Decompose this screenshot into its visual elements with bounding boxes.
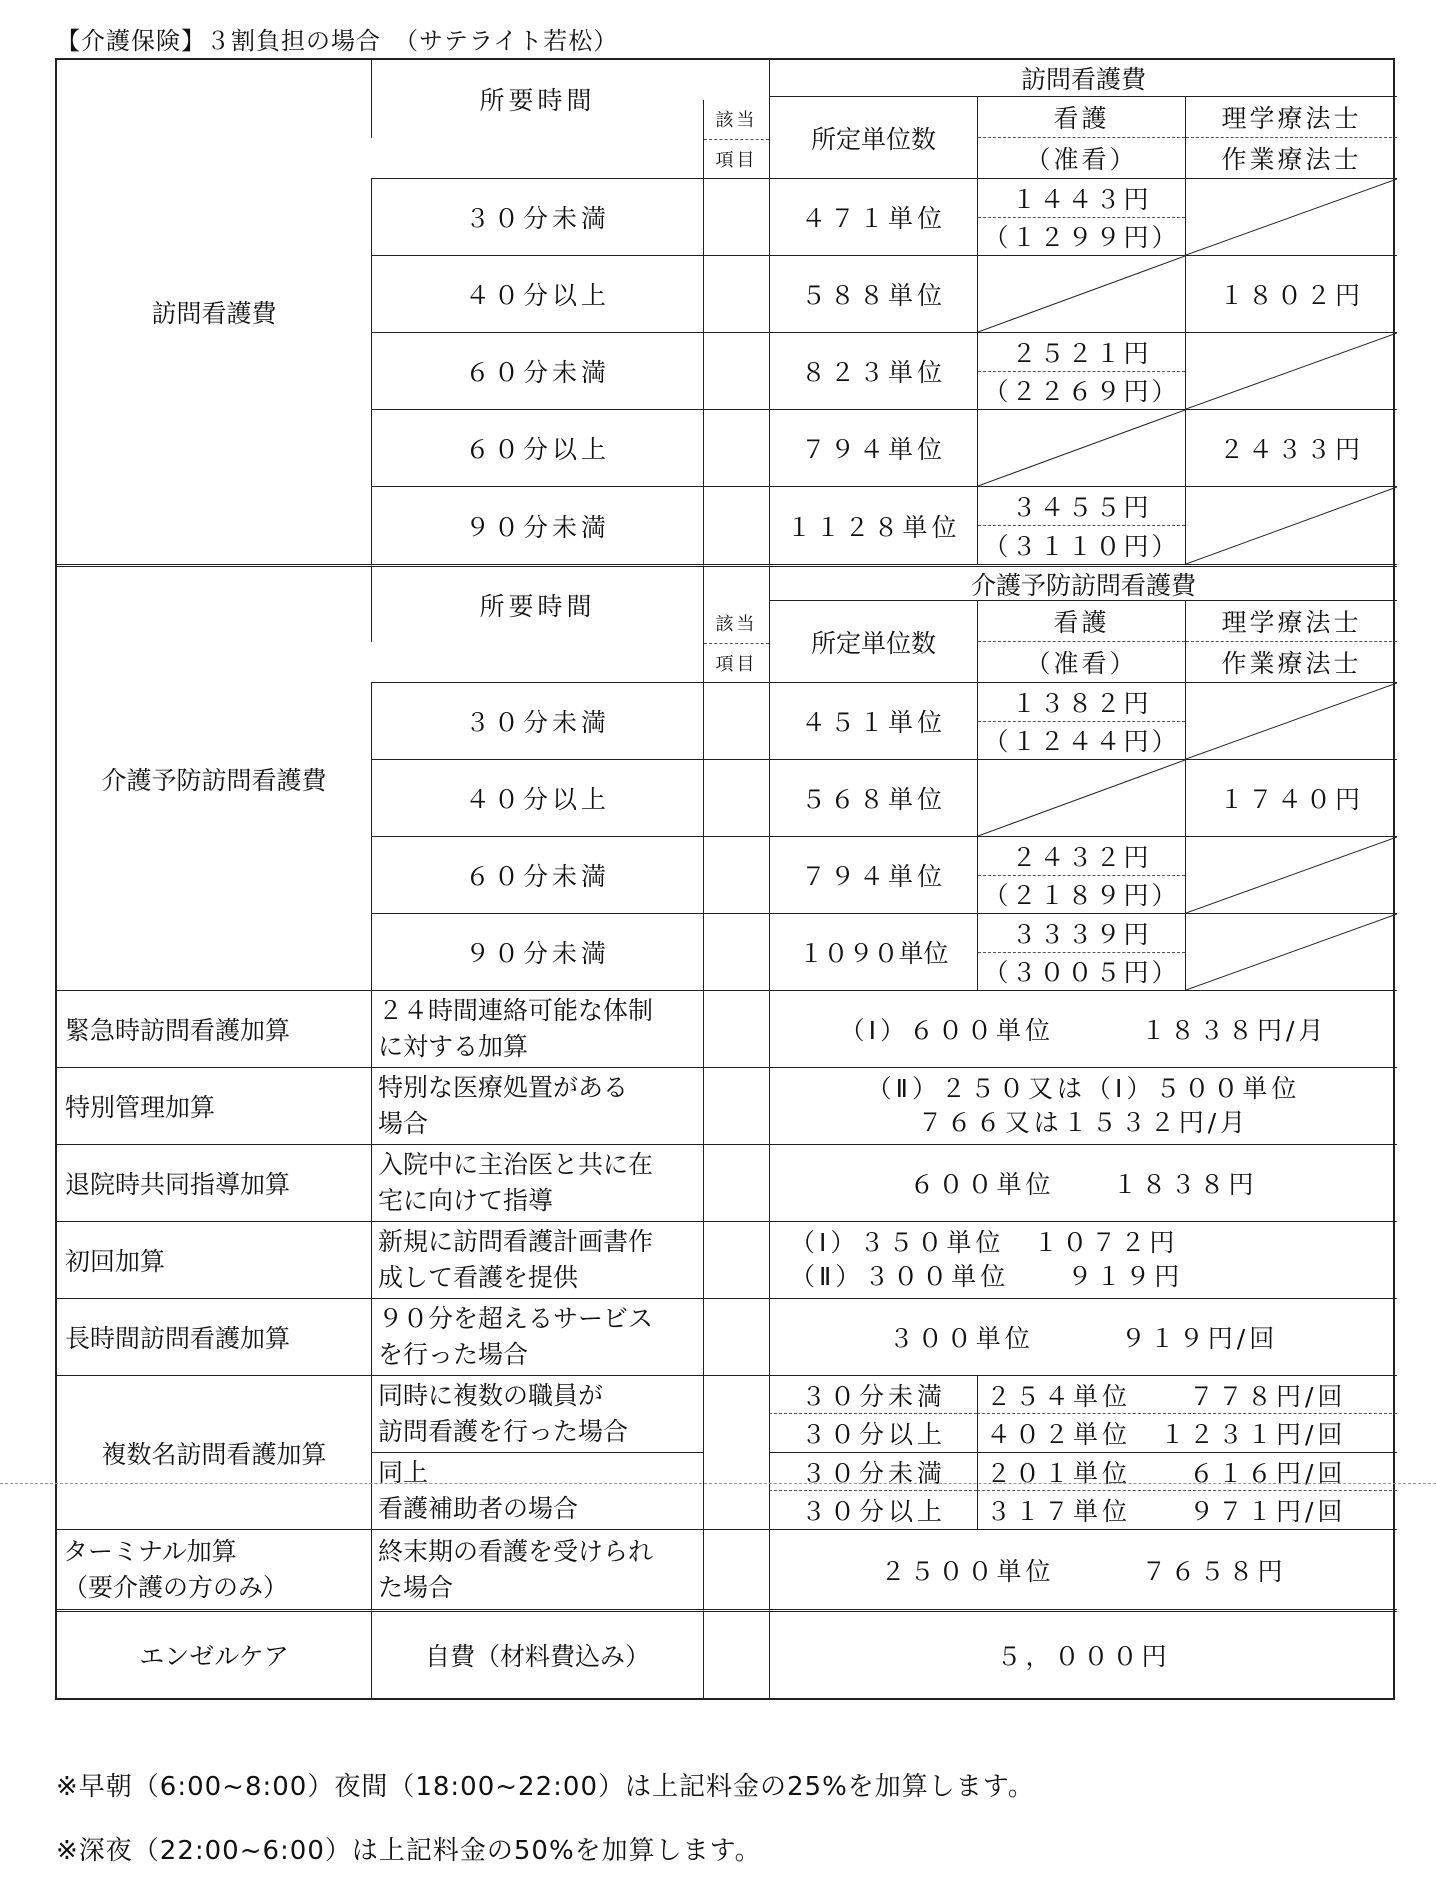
addition-condition-staff: 同時に複数の職員が 訪問看護を行った場合 [371, 1375, 703, 1452]
nurse-fee-cell: １４４３円 （１２９９円） [977, 178, 1185, 255]
therapist-header: 理学療法士 作業療法士 [1185, 600, 1397, 682]
time-cell: ６０分未満 [371, 836, 703, 913]
time-header: 所要時間 [371, 564, 703, 642]
therapist-fee-cell-empty [1185, 178, 1397, 255]
applicable-cell [703, 332, 769, 409]
applicable-cell [703, 682, 769, 759]
units-cell: ４７１単位 [769, 178, 977, 255]
nurse-header: 看護 （准看） [977, 96, 1185, 178]
addition-row-special [57, 1067, 1393, 1144]
addition-condition: 新規に訪問看護計画書作 成して看護を提供 [371, 1221, 703, 1298]
applicable-cell [703, 1609, 769, 1698]
units-cell: ７９４単位 [769, 836, 977, 913]
visit-nursing-group-header: 訪問看護費 [769, 60, 1397, 96]
applicable-cell [703, 1144, 769, 1221]
time-cell: ９０分未満 [371, 486, 703, 564]
multiple-time-cell: ３０分未満 [769, 1375, 977, 1413]
units-cell: ８２３単位 [769, 332, 977, 409]
table-row [57, 332, 1393, 409]
nurse-fee-cell: ３３３９円 （３００５円） [977, 913, 1185, 990]
addition-condition: 特別な医療処置がある 場合 [371, 1067, 703, 1144]
applicable-cell [703, 759, 769, 836]
applicable-header: 該当 項目 [703, 100, 769, 178]
addition-fee: （Ⅰ）３５０単位 １０７２円 （Ⅱ）３００単位 ９１９円 [769, 1221, 1397, 1298]
multiple-fee-cell: ３１７単位 ９７１円/回 [977, 1490, 1397, 1529]
diagonal-slash [978, 410, 1185, 486]
page-title: 【介護保険】３割負担の場合 （サテライト若松） [56, 27, 619, 55]
units-cell: ７９４単位 [769, 409, 977, 486]
visit-nursing-header [57, 60, 1393, 178]
multiple-fee-cell: ２５４単位 ７７８円/回 [977, 1375, 1397, 1413]
note-early-night: ※早朝（6:00~8:00）夜間（18:00~22:00）は上記料金の25%を加算します。 [56, 1772, 1035, 1802]
table-row [57, 682, 1393, 759]
addition-condition: 入院中に主治医と共に在 宅に向けて指導 [371, 1144, 703, 1221]
addition-condition: 自費（材料費込み） [371, 1609, 703, 1698]
table-row [57, 913, 1393, 990]
therapist-fee-cell: １７４０円 [1185, 759, 1397, 836]
diagonal-slash [1186, 837, 1397, 913]
therapist-fee-cell-empty [1185, 332, 1397, 409]
applicable-cell [703, 178, 769, 255]
addition-row-multiple [57, 1375, 1393, 1529]
diagonal-slash [1186, 333, 1397, 409]
nurse-fee-cell-empty [977, 409, 1185, 486]
addition-row-emergency [57, 990, 1393, 1067]
preventive-group-header: 介護予防訪問看護費 [769, 564, 1397, 600]
therapist-fee-cell-empty [1185, 836, 1397, 913]
addition-name: 特別管理加算 [57, 1067, 371, 1144]
multiple-time-cell: ３０分以上 [769, 1413, 977, 1452]
time-cell: ４０分以上 [371, 759, 703, 836]
time-cell: ４０分以上 [371, 255, 703, 332]
addition-condition: 終末期の看護を受けられ た場合 [371, 1529, 703, 1609]
cut-line [0, 1483, 1436, 1484]
addition-condition: ９０分を超えるサービス を行った場合 [371, 1298, 703, 1375]
diagonal-slash [1186, 683, 1397, 759]
nurse-fee-cell: ２４３２円 （２１８９円） [977, 836, 1185, 913]
therapist-fee-cell-empty [1185, 913, 1397, 990]
applicable-cell [703, 486, 769, 564]
addition-row-terminal [57, 1529, 1393, 1609]
addition-name: 複数名訪問看護加算 [57, 1375, 371, 1529]
units-header: 所定単位数 [769, 600, 977, 682]
nurse-header: 看護 （准看） [977, 600, 1185, 682]
time-header: 所要時間 [371, 60, 703, 138]
addition-name: 長時間訪問看護加算 [57, 1298, 371, 1375]
applicable-cell [703, 409, 769, 486]
multiple-time-cell: ３０分以上 [769, 1490, 977, 1529]
note-late-night: ※深夜（22:00~6:00）は上記料金の50%を加算します。 [56, 1836, 762, 1866]
applicable-header: 該当 項目 [703, 604, 769, 682]
units-cell: ４５１単位 [769, 682, 977, 759]
addition-name: 初回加算 [57, 1221, 371, 1298]
time-cell: ３０分未満 [371, 178, 703, 255]
nurse-fee-cell: ２５２１円 （２２６９円） [977, 332, 1185, 409]
applicable-cell [703, 990, 769, 1067]
addition-fee: （Ⅰ）６００単位 １８３８円/月 [769, 990, 1397, 1067]
multiple-fee-cell: ２０１単位 ６１６円/回 [977, 1452, 1397, 1490]
units-header: 所定単位数 [769, 96, 977, 178]
addition-fee: ２５００単位 ７６５８円 [769, 1529, 1397, 1609]
applicable-cell [703, 1067, 769, 1144]
diagonal-slash [978, 256, 1185, 332]
applicable-cell [703, 836, 769, 913]
addition-name: エンゼルケア [57, 1609, 371, 1698]
fee-table [55, 58, 1395, 1700]
addition-name: ターミナル加算 （要介護の方のみ） [57, 1529, 371, 1609]
addition-fee: ５，０００円 [769, 1609, 1397, 1698]
addition-fee: ３００単位 ９１９円/回 [769, 1298, 1397, 1375]
applicable-cell [703, 1529, 769, 1609]
applicable-header-top [703, 564, 769, 604]
therapist-fee-cell-empty [1185, 486, 1397, 564]
therapist-header: 理学療法士 作業療法士 [1185, 96, 1397, 178]
therapist-fee-cell: ２４３３円 [1185, 409, 1397, 486]
nurse-fee-cell-empty [977, 255, 1185, 332]
addition-condition-assistant: 同上 看護補助者の場合 [371, 1452, 703, 1529]
time-cell: ９０分未満 [371, 913, 703, 990]
addition-fee: （Ⅱ）２５０又は（Ⅰ）５００単位 ７６６又は１５３２円/月 [769, 1067, 1397, 1144]
diagonal-slash [1186, 487, 1397, 564]
addition-row-initial [57, 1221, 1393, 1298]
units-cell: ５８８単位 [769, 255, 977, 332]
time-cell: ６０分以上 [371, 409, 703, 486]
addition-fee: ６００単位 １８３８円 [769, 1144, 1397, 1221]
units-cell: ５６８単位 [769, 759, 977, 836]
time-cell: ３０分未満 [371, 682, 703, 759]
applicable-cell [703, 1375, 769, 1529]
table-row [57, 409, 1393, 486]
nurse-fee-cell-empty [977, 759, 1185, 836]
table-row [57, 178, 1393, 255]
multiple-time-cell: ３０分未満 [769, 1452, 977, 1490]
table-row [57, 486, 1393, 564]
applicable-cell [703, 255, 769, 332]
table-row [57, 836, 1393, 913]
addition-row-angel-care [57, 1609, 1393, 1698]
therapist-fee-cell: １８０２円 [1185, 255, 1397, 332]
table-row [57, 255, 1393, 332]
applicable-cell [703, 913, 769, 990]
preventive-header [57, 564, 1393, 682]
applicable-cell [703, 1298, 769, 1375]
nurse-fee-cell: １３８２円 （１２４４円） [977, 682, 1185, 759]
therapist-fee-cell-empty [1185, 682, 1397, 759]
diagonal-slash [1186, 179, 1397, 255]
visit-nursing-section-label: 訪問看護費 [151, 299, 277, 328]
units-cell: １１２８単位 [769, 486, 977, 564]
time-cell: ６０分未満 [371, 332, 703, 409]
addition-row-long [57, 1298, 1393, 1375]
nurse-fee-cell: ３４５５円 （３１１０円） [977, 486, 1185, 564]
addition-condition: ２４時間連絡可能な体制 に対する加算 [371, 990, 703, 1067]
units-cell: １０９０単位 [769, 913, 977, 990]
diagonal-slash [1186, 914, 1397, 990]
addition-row-discharge [57, 1144, 1393, 1221]
addition-name: 退院時共同指導加算 [57, 1144, 371, 1221]
preventive-section-label: 介護予防訪問看護費 [57, 564, 371, 990]
diagonal-slash [978, 760, 1185, 836]
multiple-fee-cell: ４０２単位 １２３１円/回 [977, 1413, 1397, 1452]
applicable-cell [703, 1221, 769, 1298]
addition-name: 緊急時訪問看護加算 [57, 990, 371, 1067]
table-row [57, 759, 1393, 836]
